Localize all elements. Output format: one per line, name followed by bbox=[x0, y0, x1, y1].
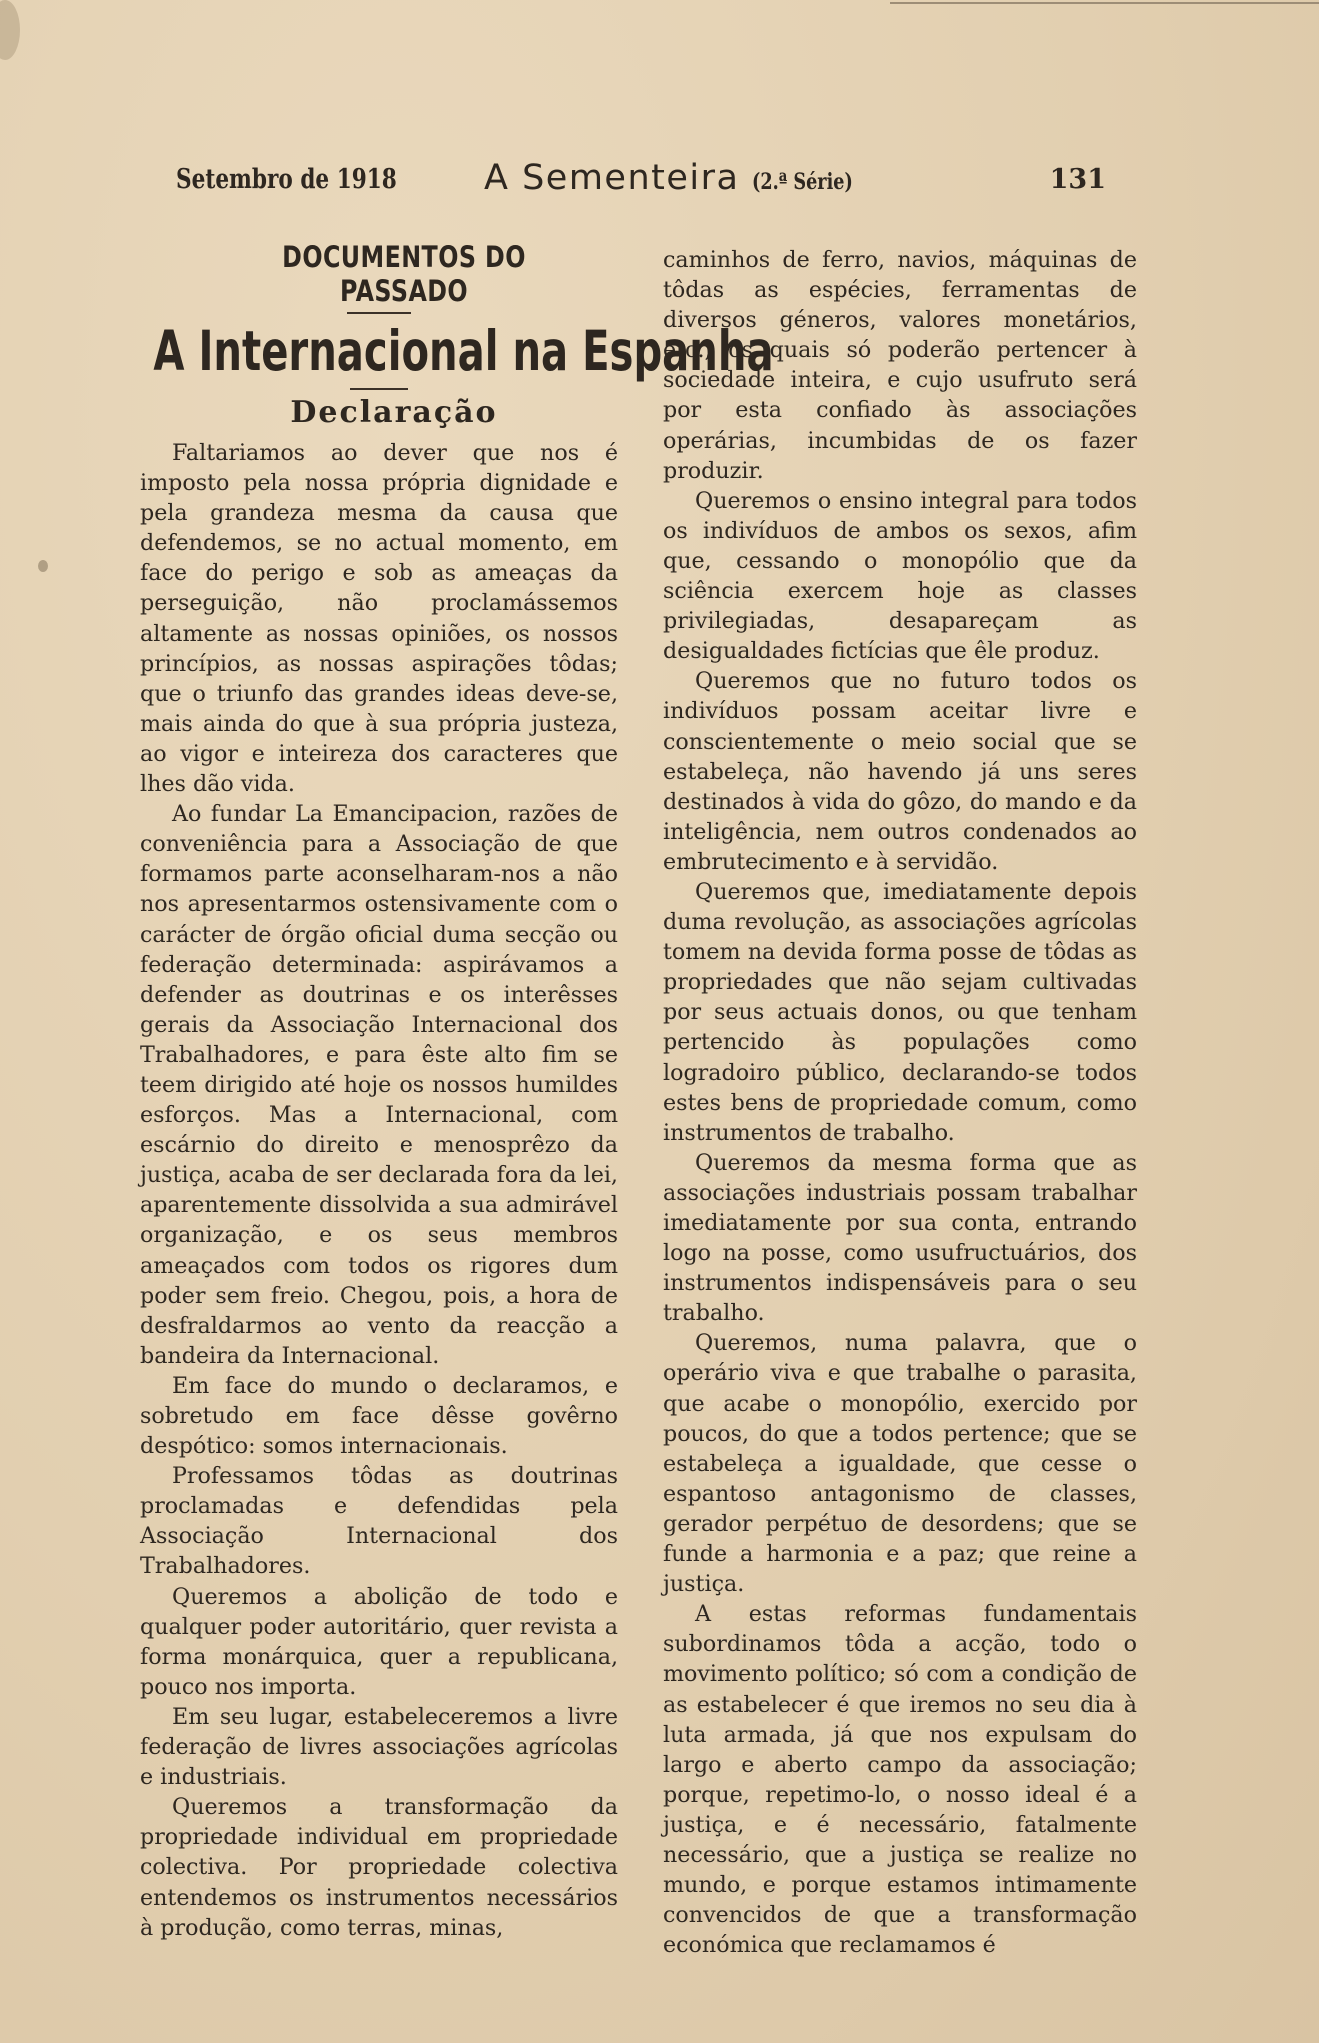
article-subheading: Declaração bbox=[290, 395, 498, 430]
paragraph: Queremos a abolição de todo e qualquer poder autoritário, quer revista a forma monárquica, quer a republicana, pouco nos importa. bbox=[140, 1583, 618, 1700]
journal-title bbox=[484, 158, 878, 198]
paragraph: Queremos o ensino integral para todos os indivíduos de ambos os sexos, afim que, cessando o monopólio que da sciência exercem hoje as classes privilegiadas, desapareçam as desigualdades fictícias que êle produz. bbox=[663, 487, 1137, 665]
divider bbox=[350, 388, 408, 390]
paragraph: Queremos da mesma forma que as associações industriais possam trabalhar imediatamente por sua conta, entrando logo na posse, como usufructuários, dos instrumentos indispensáveis para o seu trabalho. bbox=[663, 1149, 1137, 1327]
left-column bbox=[140, 240, 774, 1943]
article-headline: A Internacional na Espanha bbox=[153, 319, 774, 383]
paragraph: Queremos, numa palavra, que o operário viva e que trabalhe o parasita, que acabe o monopólio, exercido por poucos, do que a todos pertence; que se estabeleça a igualdade, que cesse o espantoso antagonismo de classes, gerador perpétuo de desordens; que se funde a harmonia e a paz; que reine a justiça. bbox=[663, 1330, 1137, 1598]
right-column bbox=[663, 245, 1137, 1960]
page-edge-rule bbox=[890, 2, 1319, 4]
paragraph: Queremos que, imediatamente depois duma revolução, as associações agrícolas tomem na devida forma posse de tôdas as propriedades que não sejam cultivadas por seus actuais donos, ou que tenham pertencido às populações como logradoiro público, declarando-se todos estes bens de propriedade comum, como instrumentos de trabalho. bbox=[663, 878, 1137, 1146]
running-header bbox=[176, 158, 1106, 206]
paragraph: Em face do mundo o declaramos, e sobretudo em face dêsse govêrno despótico: somos internacionais. bbox=[140, 1372, 618, 1460]
paper-stain bbox=[38, 560, 48, 572]
issue-date: Setembro de 1918 bbox=[176, 164, 397, 195]
section-kicker: DOCUMENTOS DO PASSADO bbox=[282, 240, 526, 308]
paragraph: Professamos tôdas as doutrinas proclamadas e defendidas pela Associação Internacional dos Trabalhadores. bbox=[140, 1463, 618, 1580]
paragraph: caminhos de ferro, navios, máquinas de tôdas as espécies, ferramentas de diversos géneros, valores monetários, etc., os quais só poderão pertencer à sociedade inteira, e cujo usufruto será por esta confiado às associações operárias, incumbidas de os fazer produzir. bbox=[663, 247, 1137, 484]
paragraph: Queremos que no futuro todos os indivíduos possam aceitar livre e conscientemente o meio social que se estabeleça, não havendo já uns seres destinados à vida do gôzo, do mando e da inteligência, nem outros condenados ao embrutecimento e à servidão. bbox=[663, 668, 1137, 875]
paragraph: Em seu lugar, estabeleceremos a livre federação de livres associações agrícolas e industriais. bbox=[140, 1703, 618, 1791]
journal-name: A Sementeira bbox=[484, 158, 740, 198]
paragraph: Ao fundar La Emancipacion, razões de conveniência para a Associação de que formamos parte aconselharam-nos a não nos apresentarmos ostensivamente com o carácter de órgão oficial duma secção ou federação determinada: aspirávamos a defender as doutrinas e os interêsses gerais da Associação Internacional dos Trabalhadores, e para êste alto fim se teem dirigido até hoje os nossos humildes esforços. Mas a Internacional, com escárnio do direito e menosprêzo da justiça, acaba de ser declarada fora da lei, aparentemente dissolvida a sua admirável organização, e os seus membros ameaçados com todos os rigores dum poder sem freio. Chegou, pois, a hora de desfraldarmos ao vento da reacção a bandeira da Internacional. bbox=[140, 801, 618, 1369]
divider bbox=[347, 312, 411, 314]
paragraph: A estas reformas fundamentais subordinamos tôda a acção, todo o movimento político; só com a condição de as estabelecer é que iremos no seu dia à luta armada, já que nos expulsam do largo e aberto campo da associação; porque, repetimo-lo, o nosso ideal é a justiça, e é necessário, fatalmente necessário, que a justiça se realize no mundo, e porque estamos intimamente convencidos de que a transformação económica que reclamamos é bbox=[663, 1601, 1137, 1959]
paragraph: Faltariamos ao dever que nos é imposto pela nossa própria dignidade e pela grandeza mesma da causa que defendemos, se no actual momento, em face do perigo e sob as ameaças da perseguição, não proclamássemos altamente as nossas opiniões, os nossos princípios, as nossas aspirações tôdas; que o triunfo das grandes ideas deve-se, mais ainda do que à sua própria justeza, ao vigor e inteireza dos caracteres que lhes dão vida. bbox=[140, 440, 618, 798]
journal-series: (2.ª Série) bbox=[752, 169, 853, 195]
page-number: 131 bbox=[1049, 164, 1106, 195]
paragraph: Queremos a transformação da propriedade individual em propriedade colectiva. Por propriedade colectiva entendemos os instrumentos necessários à produção, como terras, minas, bbox=[140, 1794, 618, 1941]
paper-stain bbox=[0, 0, 20, 60]
